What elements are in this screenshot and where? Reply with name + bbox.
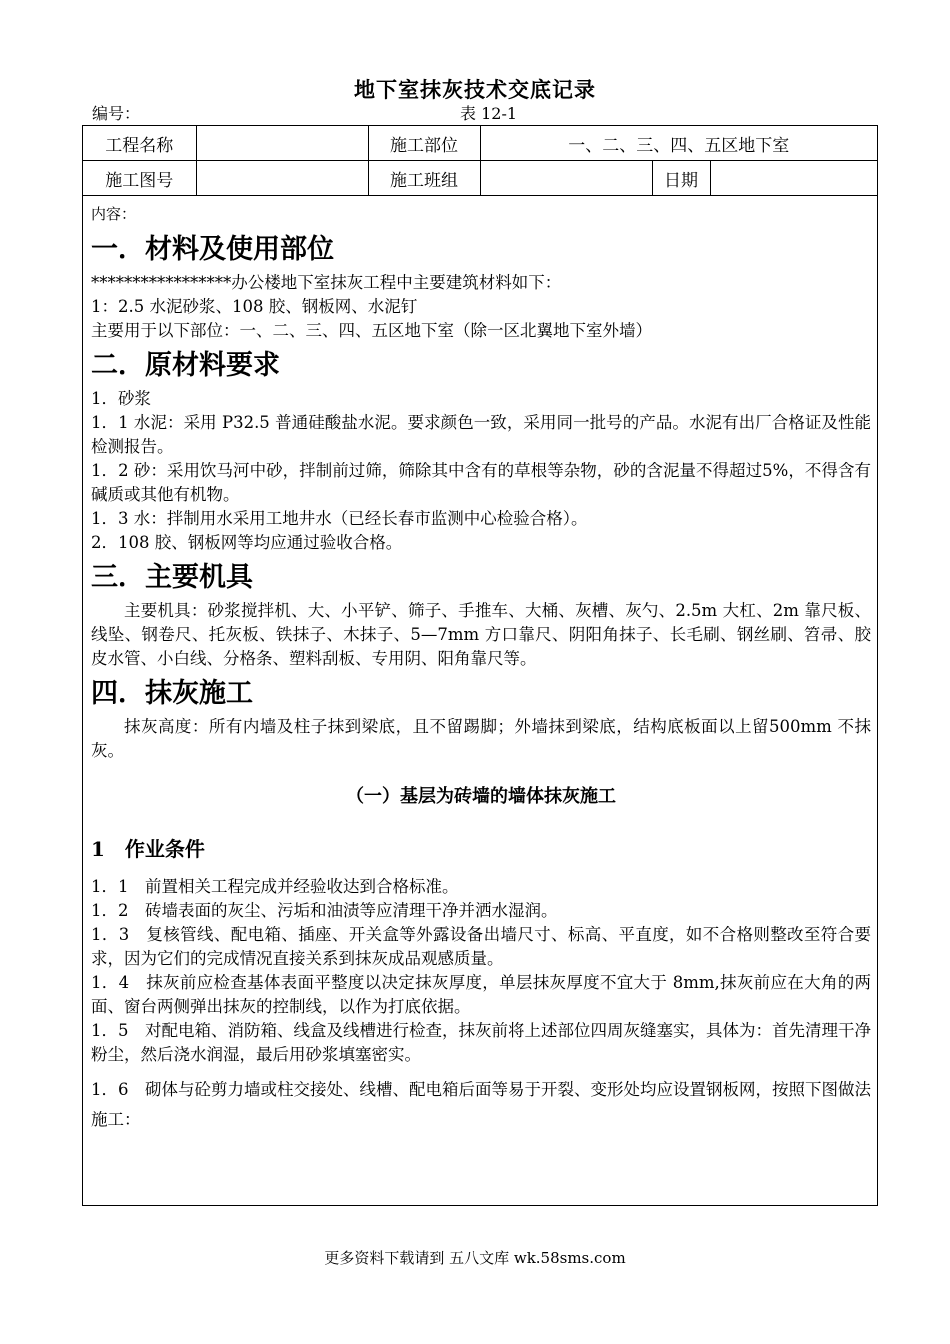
team-label: 施工班组 xyxy=(368,161,480,196)
section-1-para-2: 1：2.5 水泥砂浆、108 胶、钢板网、水泥钉 xyxy=(91,297,418,316)
content-label: 内容： xyxy=(91,205,137,223)
table-number: 表 12-1 xyxy=(460,104,518,123)
team-value xyxy=(480,161,652,196)
date-label: 日期 xyxy=(652,161,710,196)
section-3-heading: 三．主要机具 xyxy=(91,562,253,593)
location-value: 一、二、三、四、五区地下室 xyxy=(480,126,877,161)
section-2-para-4: 1．3 水：拌制用水采用工地井水（已经长春市监测中心检验合格）。 xyxy=(91,509,588,528)
project-name-label: 工程名称 xyxy=(83,126,196,161)
drawing-label: 施工图号 xyxy=(83,161,196,196)
section-2-para-5: 2．108 胶、钢板网等均应通过验收合格。 xyxy=(91,533,403,552)
work-conditions-heading: 1 作业条件 xyxy=(91,837,205,861)
section-3-para-1: 主要机具：砂浆搅拌机、大、小平铲、筛子、手推车、大桶、灰槽、灰勺、2.5m 大杠、2m 靠尺板、线坠、钢卷尺、托灰板、铁抹子、木抹子、5—7mm 方口靠尺、阴阳角抹子、长毛刷、钢丝刷、笤帚、胶皮水管、小白线、分格条、塑料刮板、专用阴、阳角靠尺等。 xyxy=(91,601,871,668)
section-2-para-1: 1．砂浆 xyxy=(91,389,151,408)
record-frame xyxy=(82,125,878,1206)
header-table xyxy=(83,126,877,196)
condition-1-3: 1．3 复核管线、配电箱、插座、开关盒等外露设备出墙尺寸、标高、平直度，如不合格则整改至符合要求，因为它们的完成情况直接关系到抹灰成品观感质量。 xyxy=(91,925,871,968)
section-1-heading: 一．材料及使用部位 xyxy=(91,234,334,265)
condition-1-6: 1．6 砌体与砼剪力墙或柱交接处、线槽、配电箱后面等易于开裂、变形处均应设置钢板网，按照下图做法施工： xyxy=(91,1080,871,1129)
section-2-para-3: 1．2 砂：采用饮马河中砂，拌制前过筛，筛除其中含有的草根等杂物，砂的含泥量不得超过5%，不得含有碱质或其他有机物。 xyxy=(91,461,871,504)
condition-1-4: 1．4 抹灰前应检查基体表面平整度以决定抹灰厚度，单层抹灰厚度不宜大于 8mm,抹灰前应在大角的两面、窗台两侧弹出抹灰的控制线，以作为打底依据。 xyxy=(91,973,871,1016)
header-row-1 xyxy=(83,126,877,161)
date-value xyxy=(710,161,877,196)
section-2-heading: 二．原材料要求 xyxy=(91,350,280,381)
project-name-value xyxy=(196,126,368,161)
footer-text: 更多资料下载请到 五八文库 wk.58sms.com xyxy=(324,1249,626,1267)
content-body xyxy=(91,202,871,1135)
document-title: 地下室抹灰技术交底记录 xyxy=(354,77,596,102)
section-4-heading: 四．抹灰施工 xyxy=(91,678,253,709)
condition-1-2: 1．2 砖墙表面的灰尘、污垢和油渍等应清理干净并洒水湿润。 xyxy=(91,901,558,920)
drawing-value xyxy=(196,161,368,196)
section-1-para-1: *****************办公楼地下室抹灰工程中主要建筑材料如下： xyxy=(91,273,562,292)
subsection-heading: （一）基层为砖墙的墙体抹灰施工 xyxy=(346,786,616,807)
header-row-2 xyxy=(83,161,877,196)
condition-1-1: 1．1 前置相关工程完成并经验收达到合格标准。 xyxy=(91,877,459,896)
section-1-para-3: 主要用于以下部位：一、二、三、四、五区地下室（除一区北翼地下室外墙） xyxy=(91,321,652,340)
condition-1-5: 1．5 对配电箱、消防箱、线盒及线槽进行检查，抹灰前将上述部位四周灰缝塞实，具体为：首先清理干净粉尘，然后浇水润湿，最后用砂浆填塞密实。 xyxy=(91,1021,871,1064)
section-2-para-2: 1．1 水泥：采用 P32.5 普通硅酸盐水泥。要求颜色一致，采用同一批号的产品。水泥有出厂合格证及性能检测报告。 xyxy=(91,413,871,456)
section-4-para-1: 抹灰高度：所有内墙及柱子抹到梁底，且不留踢脚；外墙抹到梁底，结构底板面以上留500mm 不抹灰。 xyxy=(91,717,871,760)
location-label: 施工部位 xyxy=(368,126,480,161)
code-label: 编号： xyxy=(92,104,141,123)
